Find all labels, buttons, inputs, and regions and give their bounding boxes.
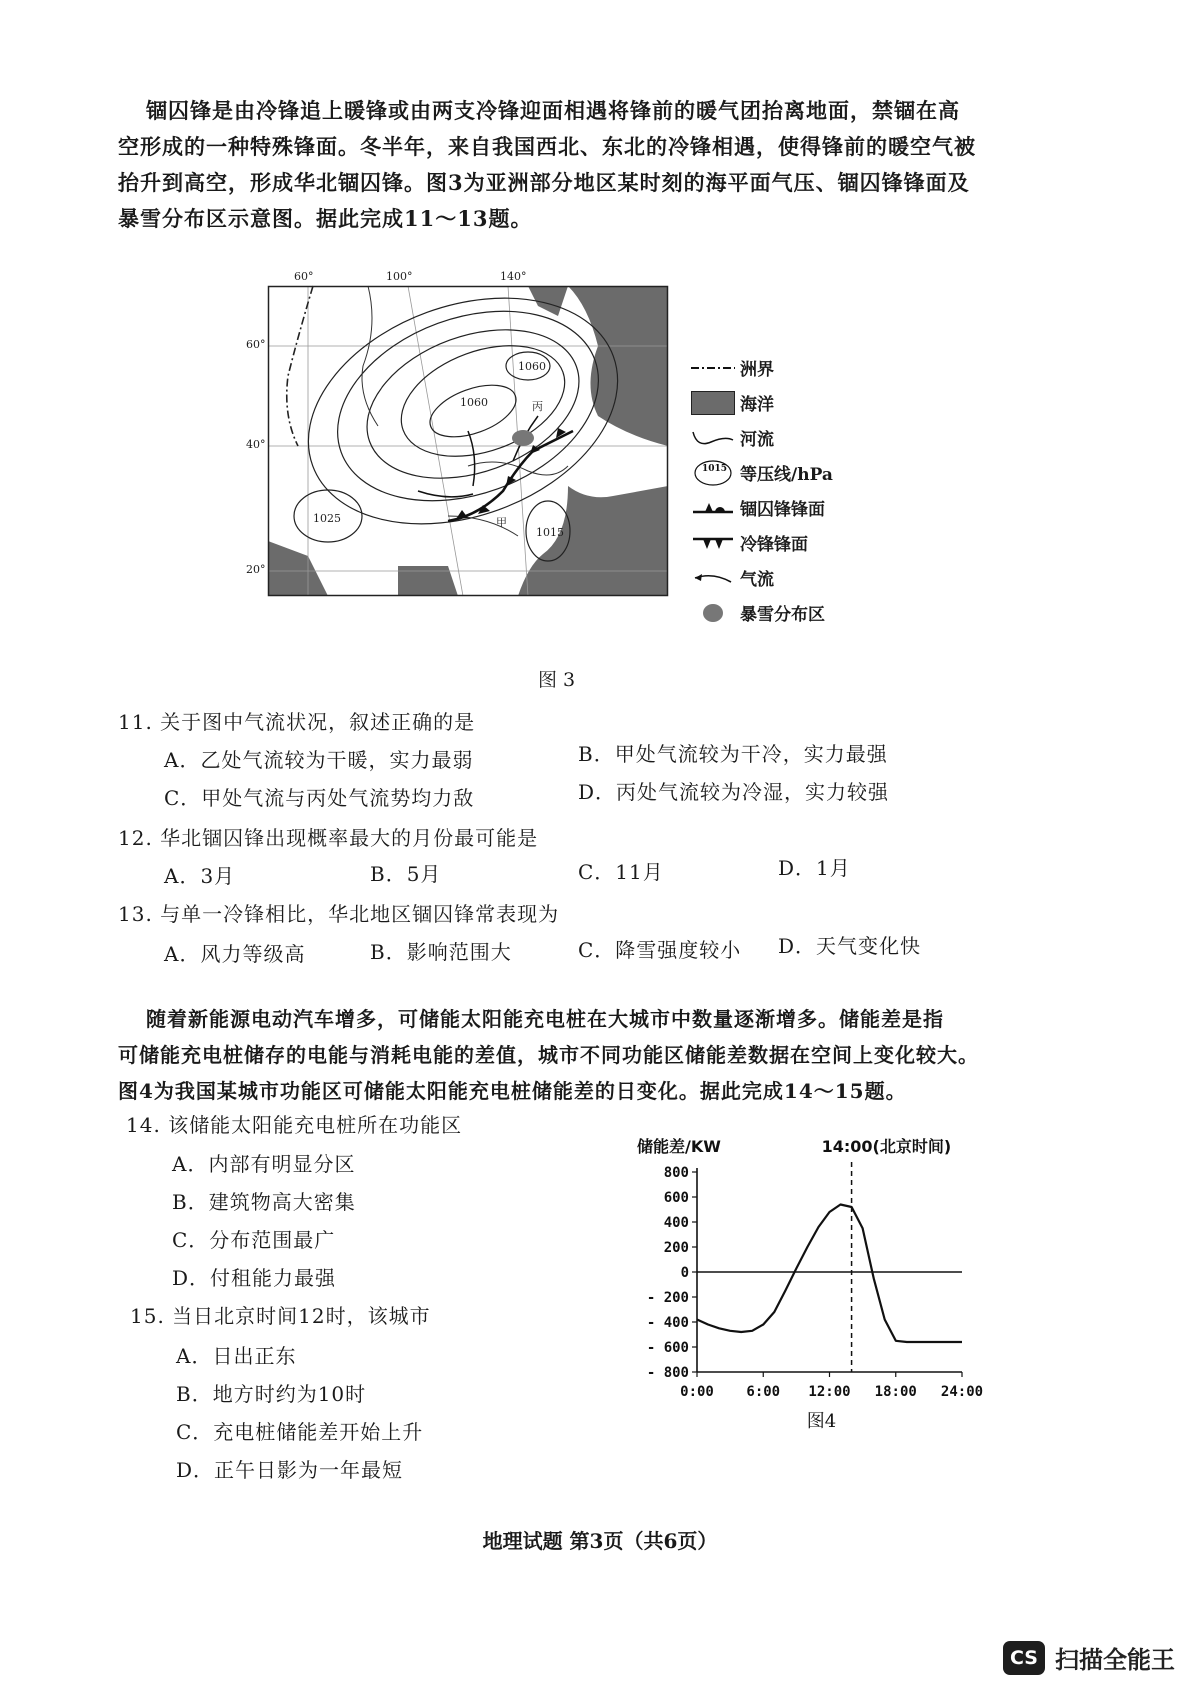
- question-15-option-c: C．充电桩储能差开始上升: [176, 1420, 424, 1444]
- lon-label: 140°: [500, 270, 527, 283]
- figure-4-caption: 图4: [806, 1411, 837, 1432]
- question-14-option-c: C．分布范围最广: [172, 1228, 336, 1252]
- question-11-option-d: D．丙处气流较为冷湿，实力较强: [578, 780, 890, 804]
- legend-item: 河流: [686, 420, 906, 455]
- airflow-icon: [686, 563, 740, 593]
- question-11-option-c: C．甲处气流与丙处气流势均力敌: [164, 786, 475, 810]
- question-14-option-b: B．建筑物高大密集: [172, 1190, 356, 1214]
- question-12-stem: 12. 华北锢囚锋出现概率最大的月份最可能是: [118, 826, 539, 850]
- map-legend: [686, 350, 906, 630]
- legend-item: 冷锋锋面: [686, 525, 906, 560]
- blizzard-area: [512, 430, 534, 446]
- river-icon: [686, 423, 740, 453]
- intro-line: 空形成的一种特殊锋面。冬半年，来自我国西北、东北的冷锋相遇，使得锋前的暖空气被: [118, 134, 976, 159]
- x-tick-label: 12:00: [808, 1384, 851, 1400]
- x-tick-label: 0:00: [680, 1384, 714, 1400]
- y-tick-label: - 600: [646, 1340, 689, 1356]
- question-15-option-a: A．日出正东: [176, 1344, 297, 1368]
- page-footer: 地理试题 第3页（共6页）: [482, 1529, 718, 1553]
- question-11-option-b: B．甲处气流较为干冷，实力最强: [578, 742, 888, 766]
- ocean-icon: [686, 388, 740, 418]
- y-axis-label: 储能差/KW: [637, 1137, 721, 1156]
- series-line: [697, 1205, 962, 1343]
- intro-passage-1: [118, 93, 1018, 237]
- question-14-option-d: D．付租能力最强: [172, 1266, 337, 1290]
- place-label-jia: 甲: [496, 516, 507, 529]
- blizzard-icon: [686, 598, 740, 628]
- question-15-option-d: D．正午日影为一年最短: [176, 1458, 404, 1482]
- scanner-watermark: [1003, 1640, 1175, 1675]
- isobar-label: 1015: [536, 526, 564, 539]
- place-label-bing: 丙: [532, 400, 543, 413]
- x-tick-label: 6:00: [746, 1384, 781, 1400]
- question-13-option-d: D．天气变化快: [778, 934, 922, 958]
- question-11-option-a: A．乙处气流较为干暖，实力最弱: [164, 748, 474, 772]
- question-12-option-c: C．11月: [578, 860, 664, 884]
- isobar-icon: [686, 458, 740, 488]
- scanner-logo-icon: CS: [1003, 1641, 1045, 1675]
- intro-passage-2: [118, 1001, 1048, 1109]
- question-15-option-b: B．地方时约为10时: [176, 1382, 367, 1406]
- question-12-option-b: B．5月: [370, 862, 442, 886]
- cold-front-icon: [686, 528, 740, 558]
- intro-line: 暴雪分布区示意图。据此完成11～13题。: [118, 206, 533, 231]
- x-tick-label: 24:00: [940, 1384, 984, 1400]
- svg-text:1015: 1015: [702, 463, 728, 474]
- legend-item: 1015 等压线/hPa: [686, 455, 906, 490]
- isobar-label: 1060: [518, 360, 546, 373]
- question-13-option-b: B．影响范围大: [370, 940, 512, 964]
- y-tick-label: - 800: [646, 1365, 689, 1381]
- intro-line: 随着新能源电动汽车增多，可储能太阳能充电桩在大城市中数量逐渐增多。储能差是指: [146, 1007, 944, 1031]
- occluded-front-icon: [686, 493, 740, 523]
- question-15-stem: 15. 当日北京时间12时，该城市: [130, 1304, 431, 1328]
- y-tick-label: 800: [663, 1165, 689, 1181]
- question-14-stem: 14. 该储能太阳能充电桩所在功能区: [126, 1113, 463, 1137]
- continent-boundary-icon: [686, 353, 740, 383]
- question-12-option-a: A．3月: [164, 864, 236, 888]
- question-12-option-d: D．1月: [778, 856, 851, 880]
- legend-item: 洲界: [686, 350, 906, 385]
- intro-line: 可储能充电桩储存的电能与消耗电能的差值，城市不同功能区储能差数据在空间上变化较大。: [118, 1043, 979, 1067]
- ocean-region: [398, 566, 458, 596]
- annotation-label: 14:00(北京时间): [821, 1137, 952, 1156]
- x-tick-label: 18:00: [874, 1384, 917, 1400]
- isobar-label: 1025: [313, 512, 341, 525]
- y-tick-label: 400: [663, 1215, 689, 1231]
- lat-label: 60°: [246, 338, 266, 351]
- lat-label: 20°: [246, 563, 266, 576]
- lon-label: 60°: [294, 270, 314, 283]
- y-tick-label: - 200: [646, 1290, 689, 1306]
- y-tick-label: 0: [680, 1265, 689, 1281]
- intro-line: 锢囚锋是由冷锋追上暖锋或由两支冷锋迎面相遇将锋前的暖气团抬离地面，禁锢在高: [146, 98, 960, 123]
- energy-difference-chart: [632, 1130, 984, 1432]
- legend-item: 锢囚锋锋面: [686, 490, 906, 525]
- intro-line: 图4为我国某城市功能区可储能太阳能充电桩储能差的日变化。据此完成14～15题。: [118, 1079, 907, 1103]
- lat-label: 40°: [246, 438, 266, 451]
- figure-3-caption: 图 3: [538, 669, 576, 691]
- legend-item: 气流: [686, 560, 906, 595]
- y-tick-label: 200: [663, 1240, 689, 1256]
- lon-label: 100°: [386, 270, 413, 283]
- question-13-stem: 13. 与单一冷锋相比，华北地区锢囚锋常表现为: [118, 902, 560, 926]
- intro-line: 抬升到高空，形成华北锢囚锋。图3为亚洲部分地区某时刻的海平面气压、锢囚锋锋面及: [118, 170, 970, 195]
- pressure-map-figure: [268, 270, 668, 596]
- question-13-option-a: A．风力等级高: [164, 942, 306, 966]
- question-11-stem: 11. 关于图中气流状况，叙述正确的是: [118, 710, 476, 734]
- isobar-label: 1060: [460, 396, 488, 409]
- legend-item: 海洋: [686, 385, 906, 420]
- y-tick-label: - 400: [646, 1315, 689, 1331]
- scanner-app-name: 扫描全能王: [1055, 1646, 1175, 1674]
- question-14-option-a: A．内部有明显分区: [172, 1152, 356, 1176]
- y-tick-label: 600: [663, 1190, 689, 1206]
- legend-item: 暴雪分布区: [686, 595, 906, 630]
- question-13-option-c: C．降雪强度较小: [578, 938, 742, 962]
